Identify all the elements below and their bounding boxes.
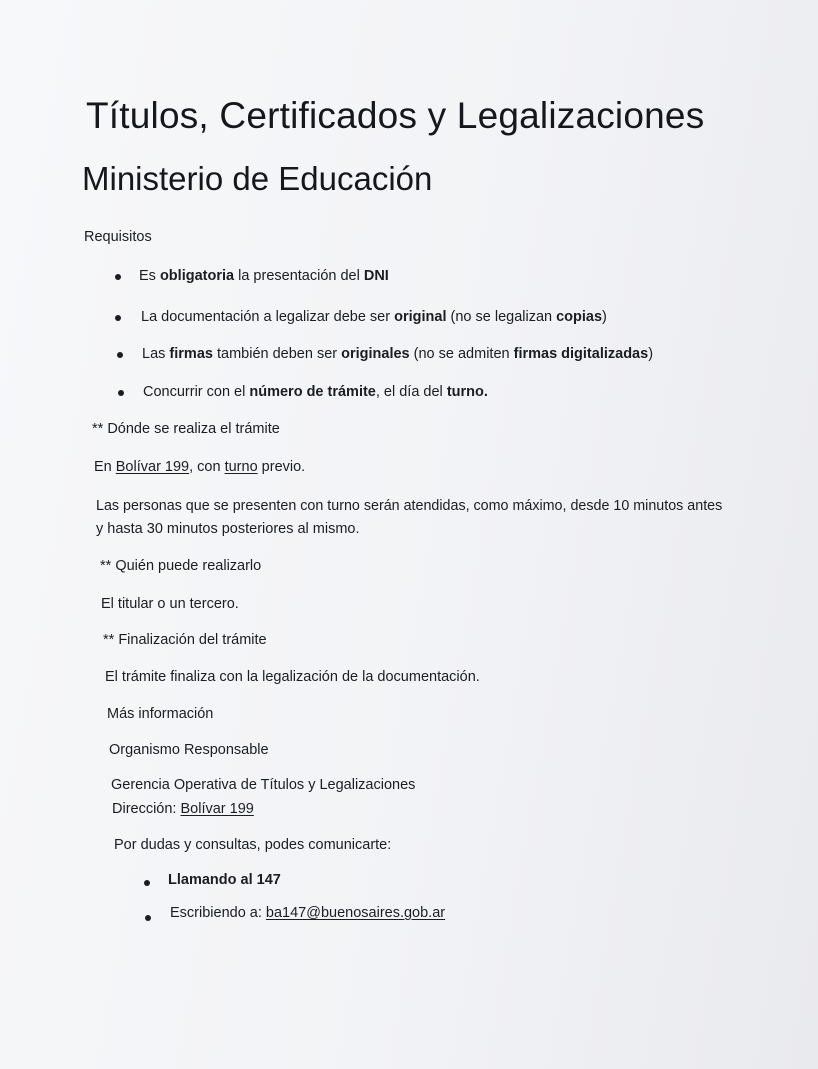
- completion-heading: ** Finalización del trámite: [103, 632, 267, 648]
- bullet-dot: [115, 274, 121, 280]
- contact-intro: Por dudas y consultas, podes comunicarte:: [114, 837, 392, 853]
- turno-link[interactable]: turno: [224, 459, 258, 475]
- address-link[interactable]: Bolívar 199: [115, 459, 190, 475]
- document-title: Títulos, Certificados y Legalizaciones: [86, 95, 705, 136]
- who-text: El titular o un tercero.: [101, 596, 239, 612]
- requirement-item: Las firmas también deben ser originales (no se admiten firmas digitalizadas): [142, 346, 654, 362]
- completion-text: El trámite finaliza con la legalización de la documentación.: [105, 669, 480, 685]
- requirements-heading: Requisitos: [84, 229, 152, 245]
- document-subtitle: Ministerio de Educación: [82, 160, 433, 197]
- org-label: Organismo Responsable: [109, 742, 269, 758]
- contact-email: Escribiendo a: ba147@buenosaires.gob.ar: [170, 905, 446, 921]
- bullet-dot: [144, 880, 150, 886]
- email-link[interactable]: ba147@buenosaires.gob.ar: [265, 905, 446, 921]
- bullet-dot: [118, 390, 124, 396]
- org-name: Gerencia Operativa de Títulos y Legalizaciones: [111, 777, 416, 793]
- requirement-item: Concurrir con el número de trámite, el día del turno.: [143, 384, 488, 400]
- contact-phone: Llamando al 147: [168, 872, 281, 888]
- requirement-item: La documentación a legalizar debe ser original (no se legalizan copias): [141, 309, 607, 325]
- where-heading: ** Dónde se realiza el trámite: [92, 421, 280, 437]
- schedule-note-line-2: y hasta 30 minutos posteriores al mismo.: [96, 521, 360, 537]
- where-line: En Bolívar 199, con turno previo.: [94, 459, 306, 475]
- bullet-dot: [145, 915, 151, 921]
- more-info-heading: Más información: [107, 706, 214, 722]
- requirement-item: Es obligatoria la presentación del DNI: [139, 268, 389, 284]
- who-heading: ** Quién puede realizarlo: [100, 558, 262, 574]
- bullet-dot: [117, 352, 123, 358]
- bullet-dot: [115, 315, 121, 321]
- org-address-link[interactable]: Bolívar 199: [180, 801, 254, 817]
- schedule-note-line-1: Las personas que se presenten con turno serán atendidas, como máximo, desde 10 minutos antes: [96, 498, 723, 514]
- org-address: Dirección: Bolívar 199: [112, 801, 254, 817]
